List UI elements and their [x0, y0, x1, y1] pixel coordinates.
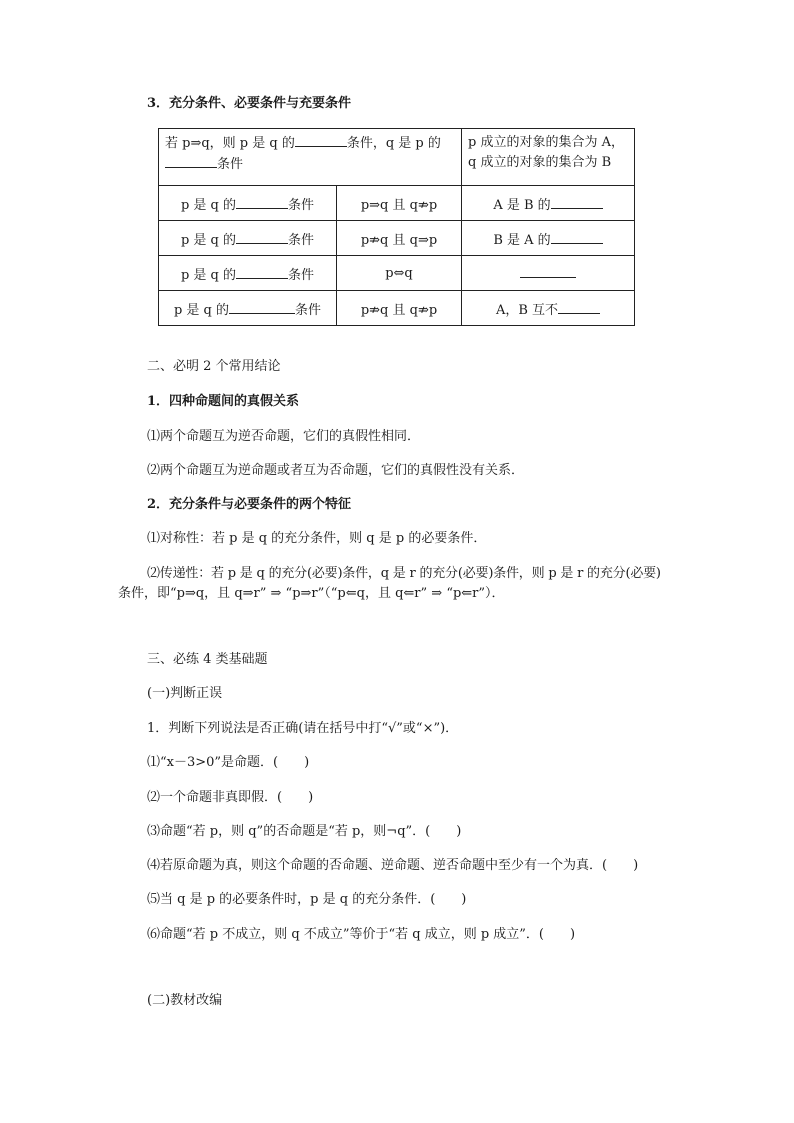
part-2-title: 二、必明 2 个常用结论: [147, 359, 281, 374]
answer-blank: [165, 154, 217, 168]
table-cell-condition: p 是 q 的 条件: [159, 186, 337, 221]
table-header-right: [462, 129, 635, 186]
answer-blank: [236, 230, 288, 244]
table-row: [159, 291, 635, 326]
header-right-line2: q 成立的对象的集合为 B: [468, 155, 612, 170]
p2-item1-a: ⑴两个命题互为逆否命题，它们的真假性相同．: [147, 429, 421, 444]
table-cell-implication: p⇒q 且 q⇏p: [337, 186, 462, 221]
header-right-line1: p 成立的对象的集合为 A，: [468, 135, 624, 150]
p2-item2-b-line2: 条件，即“p⇒q，且 q⇒r” ⇒ “p⇒r”（“p⇐q，且 q⇐r” ⇒ “p⇐r”）．: [118, 586, 505, 601]
table-cell-set: A，B 互不: [462, 291, 635, 326]
p2-item2-a: ⑴对称性：若 p 是 q 的充分条件，则 q 是 p 的必要条件．: [147, 531, 487, 546]
table-cell-set: [462, 256, 635, 291]
judge-item: ⑶命题“若 p，则 q”的否命题是“若 p，则¬q”．( ): [147, 824, 462, 839]
section-3-title: 3．充分条件、必要条件与充要条件: [147, 96, 352, 111]
header-left-text-b: 条件，q 是 p 的: [346, 136, 441, 151]
table-cell-set: A 是 B 的: [462, 186, 635, 221]
p3-subsection-2: (二)教材改编: [147, 993, 223, 1008]
table-cell-condition: p 是 q 的 条件: [159, 256, 337, 291]
table-cell-implication: p⇏q 且 q⇏p: [337, 291, 462, 326]
table-cell-set: B 是 A 的: [462, 221, 635, 256]
table-cell-implication: p⇔q: [337, 256, 462, 291]
header-left-text-c: 条件: [217, 157, 244, 172]
p2-item2-b-line1: ⑵传递性：若 p 是 q 的充分(必要)条件，q 是 r 的充分(必要)条件，则 p 是 r 的充分(必要): [147, 566, 661, 581]
judge-item: ⑹命题“若 p 不成立，则 q 不成立”等价于“若 q 成立，则 p 成立”．( ): [147, 927, 576, 942]
table-row: [159, 256, 635, 291]
condition-table: [158, 128, 635, 326]
answer-blank: [551, 230, 603, 244]
header-left-text-a: 若 p⇒q，则 p 是 q 的: [165, 136, 295, 151]
part-3-title: 三、必练 4 类基础题: [147, 652, 268, 667]
judge-item: ⑵一个命题非真即假．( ): [147, 790, 314, 805]
p3-question-1: 1．判断下列说法是否正确(请在括号中打“√”或“×”)．: [147, 721, 459, 736]
answer-blank: [236, 195, 288, 209]
p2-item2-title: 2．充分条件与必要条件的两个特征: [147, 497, 352, 512]
table-row: [159, 221, 635, 256]
table-cell-implication: p⇏q 且 q⇒p: [337, 221, 462, 256]
judge-item: ⑴“x－3>0”是命题．( ): [147, 755, 310, 770]
table-row: [159, 186, 635, 221]
answer-blank: [551, 195, 603, 209]
answer-blank: [558, 300, 600, 314]
answer-blank: [229, 300, 295, 314]
answer-blank: [520, 264, 576, 278]
answer-blank: [295, 133, 347, 147]
judge-item: ⑷若原命题为真，则这个命题的否命题、逆命题、逆否命题中至少有一个为真．( ): [147, 858, 639, 873]
table-header-left: [159, 129, 462, 186]
p2-item1-title: 1．四种命题间的真假关系: [147, 394, 300, 409]
table-cell-condition: p 是 q 的 条件: [159, 221, 337, 256]
judge-item: ⑸当 q 是 p 的必要条件时，p 是 q 的充分条件．( ): [147, 892, 467, 907]
p2-item1-b: ⑵两个命题互为逆命题或者互为否命题，它们的真假性没有关系．: [147, 463, 525, 478]
table-cell-condition: p 是 q 的 条件: [159, 291, 337, 326]
answer-blank: [236, 265, 288, 279]
p3-subsection-1: (一)判断正误: [147, 686, 223, 701]
